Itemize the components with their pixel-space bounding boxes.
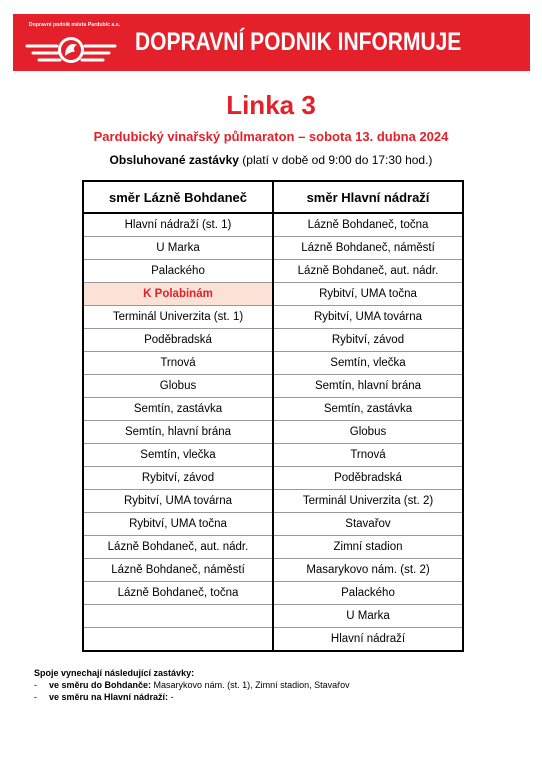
- header-banner: [13, 14, 530, 71]
- stop-cell-lazne-bohdanec: Globus: [83, 375, 273, 398]
- table-row: [83, 237, 463, 260]
- note-stops: -: [170, 692, 174, 702]
- skipped-stops-notes: [34, 667, 350, 703]
- stop-cell-hlavni-nadrazi: Stavařov: [273, 513, 463, 536]
- table-row: [83, 421, 463, 444]
- table-row: [83, 605, 463, 628]
- stop-cell-hlavni-nadrazi: Rybitví, UMA továrna: [273, 306, 463, 329]
- note-dash: -: [34, 692, 37, 702]
- stop-cell-lazne-bohdanec: Hlavní nádraží (st. 1): [83, 213, 273, 237]
- stop-cell-lazne-bohdanec: [83, 605, 273, 628]
- stop-cell-lazne-bohdanec: K Polabinám: [83, 283, 273, 306]
- stop-cell-hlavni-nadrazi: Poděbradská: [273, 467, 463, 490]
- stop-cell-lazne-bohdanec: Rybitví, UMA továrna: [83, 490, 273, 513]
- stop-cell-hlavni-nadrazi: Lázně Bohdaneč, točna: [273, 213, 463, 237]
- table-row: [83, 559, 463, 582]
- stop-cell-hlavni-nadrazi: Trnová: [273, 444, 463, 467]
- note-item: [34, 691, 350, 703]
- stop-cell-hlavni-nadrazi: Semtín, vlečka: [273, 352, 463, 375]
- stop-cell-lazne-bohdanec: Trnová: [83, 352, 273, 375]
- note-direction: ve směru do Bohdanče:: [49, 680, 152, 690]
- table-row: [83, 398, 463, 421]
- stop-cell-lazne-bohdanec: Terminál Univerzita (st. 1): [83, 306, 273, 329]
- stop-cell-hlavni-nadrazi: Terminál Univerzita (st. 2): [273, 490, 463, 513]
- table-row: [83, 352, 463, 375]
- stop-cell-lazne-bohdanec: Lázně Bohdaneč, točna: [83, 582, 273, 605]
- note-direction: ve směru na Hlavní nádraží:: [49, 692, 169, 702]
- stop-cell-hlavni-nadrazi: Lázně Bohdaneč, náměstí: [273, 237, 463, 260]
- served-validity: (platí v době od 9:00 do 17:30 hod.): [242, 153, 433, 167]
- table-row: [83, 306, 463, 329]
- stop-cell-hlavni-nadrazi: Lázně Bohdaneč, aut. nádr.: [273, 260, 463, 283]
- stop-cell-hlavni-nadrazi: Semtín, zastávka: [273, 398, 463, 421]
- table-row: [83, 628, 463, 652]
- table-row: [83, 283, 463, 306]
- served-stops-caption: [0, 153, 542, 167]
- event-subtitle: Pardubický vinařský půlmaraton – sobota 13. dubna 2024: [93, 129, 449, 144]
- stop-cell-hlavni-nadrazi: Rybitví, závod: [273, 329, 463, 352]
- stop-cell-hlavni-nadrazi: Globus: [273, 421, 463, 444]
- stops-table: [82, 180, 464, 652]
- stops-table-body: [83, 213, 463, 651]
- note-stops: Masarykovo nám. (st. 1), Zimní stadion, Stavařov: [153, 680, 350, 690]
- stop-cell-lazne-bohdanec: Palackého: [83, 260, 273, 283]
- stop-cell-lazne-bohdanec: Semtín, zastávka: [83, 398, 273, 421]
- stop-cell-lazne-bohdanec: Lázně Bohdaneč, aut. nádr.: [83, 536, 273, 559]
- note-item: [34, 679, 350, 691]
- table-row: [83, 490, 463, 513]
- table-row: [83, 582, 463, 605]
- table-row: [83, 329, 463, 352]
- column-header-hlavni-nadrazi: směr Hlavní nádraží: [273, 181, 463, 213]
- note-dash: -: [34, 680, 37, 690]
- dpmp-logo: [25, 32, 117, 66]
- column-header-lazne-bohdanec: směr Lázně Bohdaneč: [83, 181, 273, 213]
- stop-cell-hlavni-nadrazi: Rybitví, UMA točna: [273, 283, 463, 306]
- served-label: Obsluhované zastávky: [109, 153, 239, 167]
- table-row: [83, 467, 463, 490]
- stop-cell-hlavni-nadrazi: Masarykovo nám. (st. 2): [273, 559, 463, 582]
- banner-title: DOPRAVNÍ PODNIK INFORMUJE: [135, 28, 462, 56]
- stop-cell-hlavni-nadrazi: Palackého: [273, 582, 463, 605]
- stop-cell-hlavni-nadrazi: Zimní stadion: [273, 536, 463, 559]
- stop-cell-lazne-bohdanec: Semtín, hlavní brána: [83, 421, 273, 444]
- stop-cell-hlavni-nadrazi: Semtín, hlavní brána: [273, 375, 463, 398]
- company-name: Dopravní podnik města Pardubic a.s.: [29, 22, 121, 28]
- line-title: Linka 3: [226, 90, 316, 120]
- stop-cell-hlavni-nadrazi: U Marka: [273, 605, 463, 628]
- notes-heading: Spoje vynechají následující zastávky:: [34, 668, 195, 678]
- table-row: [83, 444, 463, 467]
- stop-cell-lazne-bohdanec: Semtín, vlečka: [83, 444, 273, 467]
- table-row: [83, 375, 463, 398]
- stop-cell-lazne-bohdanec: Rybitví, závod: [83, 467, 273, 490]
- table-row: [83, 536, 463, 559]
- stop-cell-hlavni-nadrazi: Hlavní nádraží: [273, 628, 463, 652]
- stop-cell-lazne-bohdanec: [83, 628, 273, 652]
- stop-cell-lazne-bohdanec: U Marka: [83, 237, 273, 260]
- table-row: [83, 213, 463, 237]
- table-header-row: [83, 181, 463, 213]
- stop-cell-lazne-bohdanec: Rybitví, UMA točna: [83, 513, 273, 536]
- stop-cell-lazne-bohdanec: Poděbradská: [83, 329, 273, 352]
- stop-cell-lazne-bohdanec: Lázně Bohdaneč, náměstí: [83, 559, 273, 582]
- table-row: [83, 513, 463, 536]
- table-row: [83, 260, 463, 283]
